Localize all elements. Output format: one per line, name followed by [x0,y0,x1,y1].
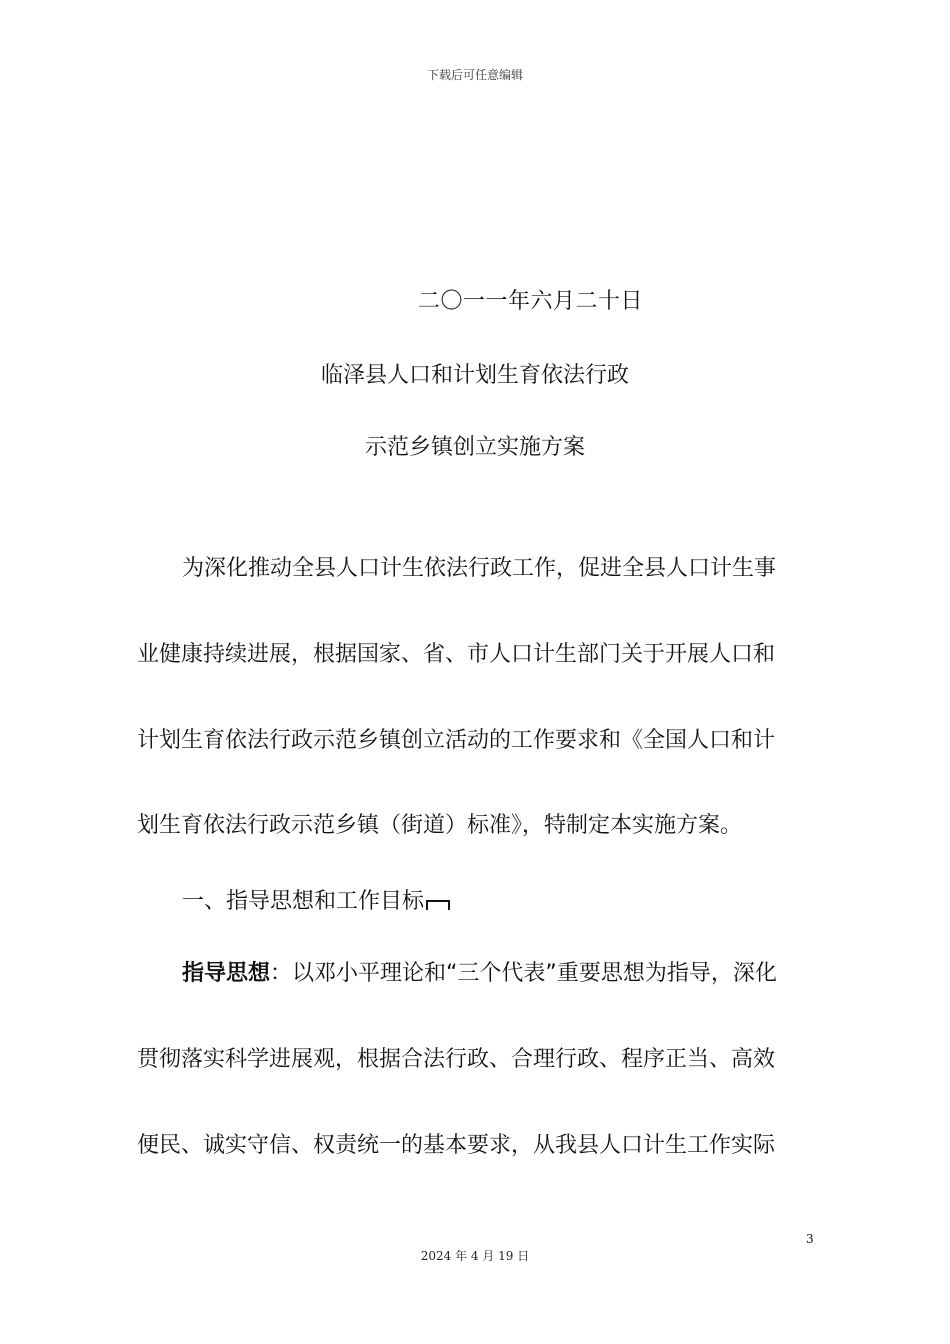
document-title-line-1: 临泽县人口和计划生育依法行政 [320,363,629,388]
body-line-3: 计划生育依法行政示范乡镇创立活动的工作要求和《全国人口和计 [137,728,776,753]
section-heading-1 [182,881,862,923]
body-line-4: 划生育依法行政示范乡镇（街道）标准》，特制定本实施方案。 [137,813,743,838]
body-line-2: 业健康持续进展，根据国家、省、市人口计生部门关于开展人口和 [137,642,776,667]
section-heading-text: 一、指导思想和工作目标 [182,889,425,914]
page-number: 3 [806,1232,814,1246]
body-line-1: 为深化推动全县人口计生依法行政工作，促进全县人口计生事 [182,556,777,581]
document-date: 二〇一一年六月二十日 [418,289,644,314]
document-title-line-2: 示范乡镇创立实施方案 [364,435,585,460]
body-line-8: 便民、诚实守信、权责统一的基本要求，从我县人口计生工作实际 [137,1133,776,1158]
guide-text: 以邓小平理论和“三个代表”重要思想为指导，深化 [292,961,777,986]
guide-line [182,953,862,995]
body-line-7: 贯彻落实科学进展观，根据合法行政、合理行政、程序正当、高效 [137,1047,776,1072]
guide-label: 指导思想 [182,961,271,986]
page-footer-date: 2024 年 4 月 19 日 [420,1249,530,1263]
paragraph-mark-icon [426,900,450,910]
guide-colon: ： [270,961,293,986]
page-header-note: 下载后可任意编辑 [426,68,523,82]
